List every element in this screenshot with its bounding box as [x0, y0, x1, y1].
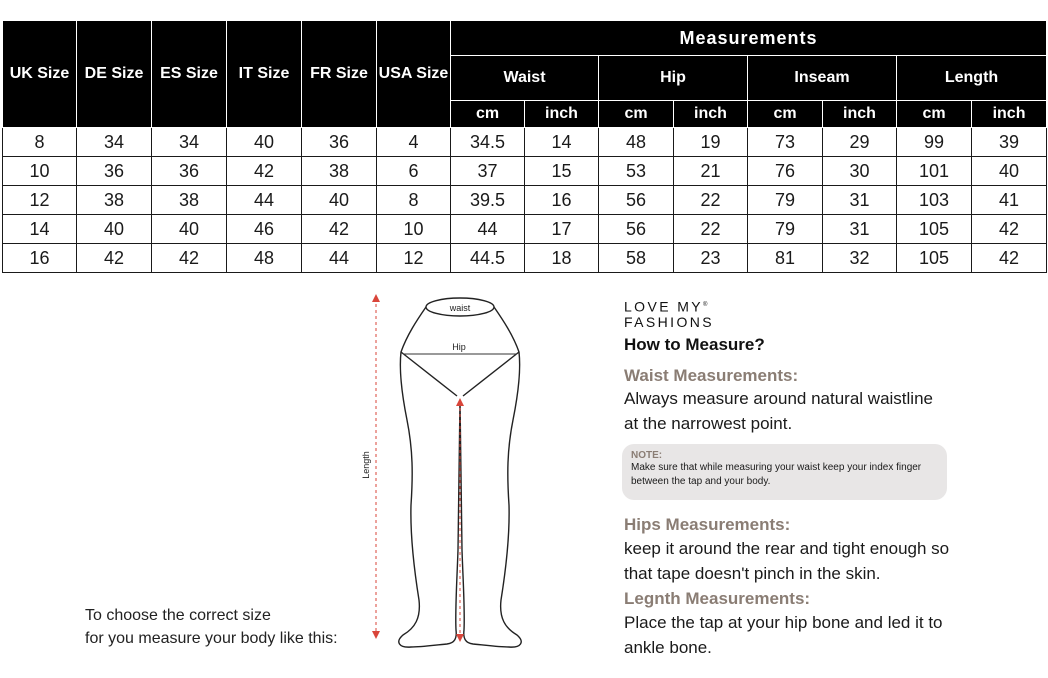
- table-cell: 42: [152, 244, 227, 273]
- usa-size-header: USA Size: [377, 21, 451, 128]
- brand-line-2: FASHIONS: [624, 313, 714, 330]
- length-arrow-top: [372, 294, 380, 302]
- table-cell: 103: [897, 186, 972, 215]
- right-hip-crease: [463, 352, 519, 396]
- waist-section-text: [624, 386, 984, 436]
- table-cell: 8: [3, 128, 77, 157]
- table-cell: 34.5: [451, 128, 525, 157]
- table-cell: 6: [377, 157, 451, 186]
- table-cell: 36: [302, 128, 377, 157]
- es-size-header: ES Size: [152, 21, 227, 128]
- table-cell: 22: [674, 186, 748, 215]
- length-section-text: [624, 610, 984, 660]
- registered-mark: ®: [703, 302, 708, 308]
- table-row: [3, 244, 1047, 273]
- hip-header: Hip: [599, 56, 748, 101]
- length-arrow-bottom: [372, 631, 380, 639]
- table-cell: 37: [451, 157, 525, 186]
- table-cell: 44: [227, 186, 302, 215]
- table-cell: 34: [152, 128, 227, 157]
- table-cell: 44: [451, 215, 525, 244]
- caption-line-2: for you measure your body like this:: [85, 630, 338, 647]
- hip-label: Hip: [452, 342, 466, 352]
- table-cell: 31: [823, 186, 897, 215]
- table-cell: 105: [897, 215, 972, 244]
- waist-header: Waist: [451, 56, 599, 101]
- unit-inch-header: inch: [525, 101, 599, 128]
- table-row: [3, 215, 1047, 244]
- table-row: [3, 186, 1047, 215]
- table-cell: 32: [823, 244, 897, 273]
- note-title: NOTE:: [631, 450, 663, 461]
- note-text-line-1: Make sure that while measuring your waist keep your index finger: [631, 462, 922, 473]
- waist-text-line-2: at the narrowest point.: [624, 414, 793, 433]
- table-cell: 48: [599, 128, 674, 157]
- table-cell: 73: [748, 128, 823, 157]
- table-cell: 42: [227, 157, 302, 186]
- table-cell: 36: [152, 157, 227, 186]
- waist-label: waist: [449, 303, 471, 313]
- table-cell: 56: [599, 186, 674, 215]
- size-instruction-caption: [85, 604, 338, 650]
- table-cell: 38: [152, 186, 227, 215]
- table-cell: 39: [972, 128, 1047, 157]
- table-cell: 16: [525, 186, 599, 215]
- caption-line-1: To choose the correct size: [85, 607, 271, 624]
- table-cell: 14: [3, 215, 77, 244]
- table-cell: 22: [674, 215, 748, 244]
- table-cell: 34: [77, 128, 152, 157]
- table-cell: 38: [302, 157, 377, 186]
- table-cell: 105: [897, 244, 972, 273]
- fr-size-header: FR Size: [302, 21, 377, 128]
- table-cell: 44: [302, 244, 377, 273]
- size-table-body: [3, 128, 1047, 273]
- inseam-header: Inseam: [748, 56, 897, 101]
- table-cell: 10: [3, 157, 77, 186]
- table-cell: 14: [525, 128, 599, 157]
- length-text-line-1: Place the tap at your hip bone and led it to: [624, 613, 943, 632]
- waist-text-line-1: Always measure around natural waistline: [624, 389, 933, 408]
- table-cell: 23: [674, 244, 748, 273]
- table-cell: 40: [227, 128, 302, 157]
- table-cell: 48: [227, 244, 302, 273]
- unit-cm-header: cm: [599, 101, 674, 128]
- table-cell: 29: [823, 128, 897, 157]
- inseam-arrow-top: [456, 398, 464, 406]
- table-cell: 56: [599, 215, 674, 244]
- table-cell: 10: [377, 215, 451, 244]
- note-text-line-2: between the tap and your body.: [631, 476, 771, 487]
- table-cell: 101: [897, 157, 972, 186]
- inseam-arrow-bottom: [456, 634, 464, 642]
- length-text-line-2: ankle bone.: [624, 638, 712, 657]
- table-row: [3, 128, 1047, 157]
- table-cell: 79: [748, 186, 823, 215]
- table-cell: 42: [972, 215, 1047, 244]
- unit-cm-header: cm: [451, 101, 525, 128]
- table-cell: 42: [77, 244, 152, 273]
- table-cell: 8: [377, 186, 451, 215]
- unit-cm-header: cm: [748, 101, 823, 128]
- waist-section-title: Waist Measurements:: [624, 366, 799, 385]
- measurements-header: Measurements: [451, 21, 1047, 56]
- table-cell: 42: [302, 215, 377, 244]
- table-cell: 40: [77, 215, 152, 244]
- table-cell: 4: [377, 128, 451, 157]
- trousers-measurement-figure: [355, 290, 535, 658]
- table-cell: 81: [748, 244, 823, 273]
- table-cell: 58: [599, 244, 674, 273]
- unit-inch-header: inch: [674, 101, 748, 128]
- table-cell: 16: [3, 244, 77, 273]
- hips-section-text: [624, 536, 984, 586]
- table-cell: 39.5: [451, 186, 525, 215]
- uk-size-header: UK Size: [3, 21, 77, 128]
- table-cell: 99: [897, 128, 972, 157]
- table-cell: 12: [377, 244, 451, 273]
- brand-logo: [624, 298, 714, 330]
- table-cell: 15: [525, 157, 599, 186]
- table-cell: 42: [972, 244, 1047, 273]
- size-chart-table: [2, 20, 1047, 273]
- brand-line-1: LOVE MY: [624, 298, 704, 315]
- length-header: Length: [897, 56, 1047, 101]
- length-label: Length: [361, 451, 371, 479]
- table-cell: 40: [302, 186, 377, 215]
- table-cell: 44.5: [451, 244, 525, 273]
- length-section-title: Legnth Measurements:: [624, 589, 811, 608]
- table-cell: 79: [748, 215, 823, 244]
- how-to-measure-title: How to Measure?: [624, 335, 765, 354]
- table-cell: 18: [525, 244, 599, 273]
- unit-inch-header: inch: [972, 101, 1047, 128]
- unit-inch-header: inch: [823, 101, 897, 128]
- table-cell: 46: [227, 215, 302, 244]
- table-cell: 38: [77, 186, 152, 215]
- table-cell: 41: [972, 186, 1047, 215]
- table-cell: 40: [972, 157, 1047, 186]
- table-cell: 17: [525, 215, 599, 244]
- table-cell: 30: [823, 157, 897, 186]
- table-cell: 76: [748, 157, 823, 186]
- table-row: [3, 157, 1047, 186]
- de-size-header: DE Size: [77, 21, 152, 128]
- table-cell: 21: [674, 157, 748, 186]
- left-hip-crease: [401, 352, 457, 396]
- table-cell: 31: [823, 215, 897, 244]
- hips-text-line-2: that tape doesn't pinch in the skin.: [624, 564, 881, 583]
- note-box: [622, 444, 947, 500]
- table-cell: 19: [674, 128, 748, 157]
- unit-cm-header: cm: [897, 101, 972, 128]
- table-cell: 36: [77, 157, 152, 186]
- table-cell: 40: [152, 215, 227, 244]
- hips-text-line-1: keep it around the rear and tight enough so: [624, 539, 950, 558]
- hips-section-title: Hips Measurements:: [624, 515, 791, 534]
- it-size-header: IT Size: [227, 21, 302, 128]
- table-cell: 53: [599, 157, 674, 186]
- table-cell: 12: [3, 186, 77, 215]
